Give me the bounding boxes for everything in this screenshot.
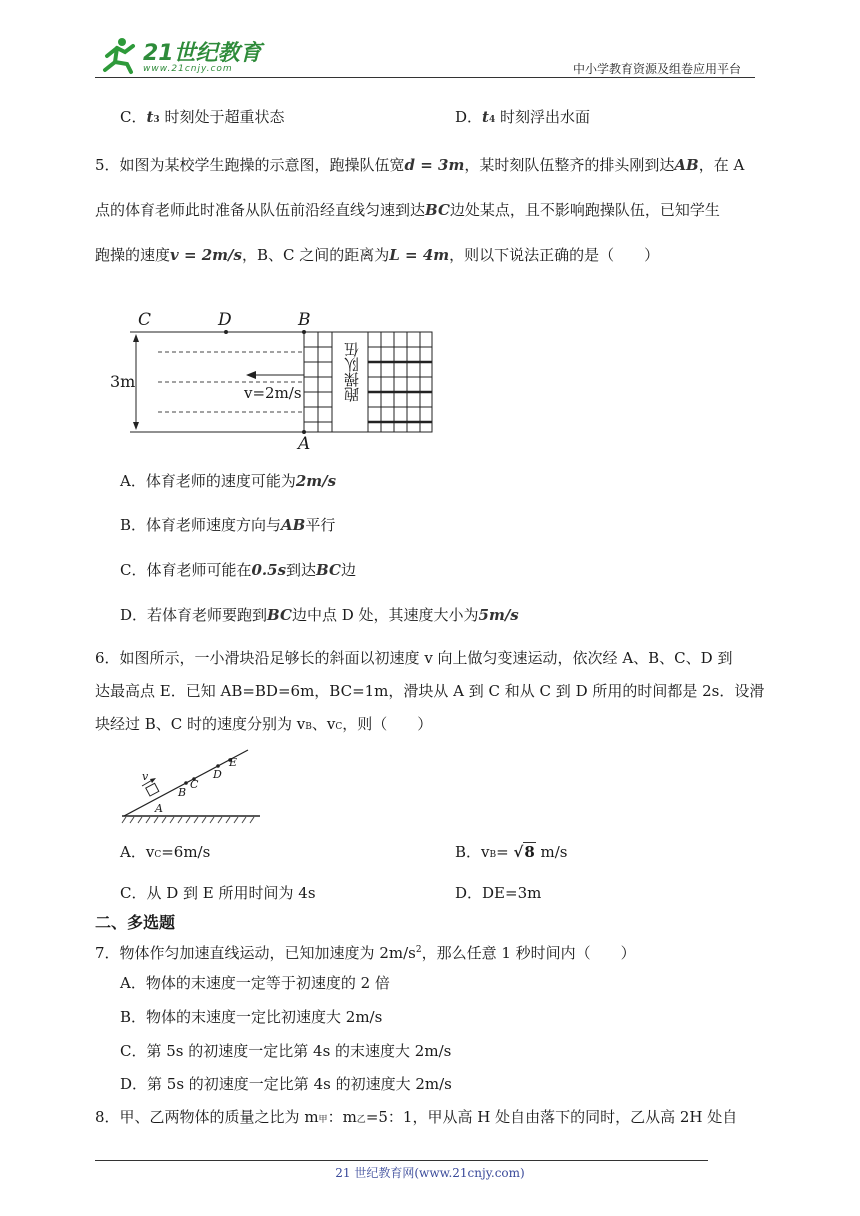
q8-stem: 8．甲、乙两物体的质量之比为 m甲：m乙=5：1，甲从高 H 处自由落下的同时，乙从高 2H 处自: [95, 1108, 738, 1126]
q6-option-d[interactable]: D．DE=3m: [455, 884, 542, 902]
fig5-team-label: 跑操队伍: [343, 342, 361, 402]
q5-figure: [110, 310, 438, 455]
fig5-velocity-label: v=2m/s: [244, 384, 302, 402]
q6-stem-line3: 块经过 B、C 时的速度分别为 vB、vC，则（ ）: [95, 715, 433, 733]
q5-stem-line3: 跑操的速度v = 2m/s，B、C 之间的距离为L = 4m，则以下说法正确的是（ ）: [95, 246, 660, 264]
header-platform-text: 中小学教育资源及组卷应用平台: [573, 62, 742, 76]
fig5-label-b: B: [298, 310, 311, 330]
footer-divider: [95, 1160, 708, 1161]
logo-title: 21世纪教育: [143, 41, 262, 66]
running-team-diagram: [118, 310, 438, 455]
q6-option-c[interactable]: C．从 D 到 E 所用时间为 4s: [120, 884, 316, 902]
fig5-label-a: A: [298, 434, 311, 454]
fig6-label-d: D: [213, 768, 222, 781]
q5-option-c[interactable]: C．体育老师可能在0.5s到达BC边: [120, 561, 356, 579]
q4-option-c[interactable]: C．t3 时刻处于超重状态: [120, 108, 285, 126]
q6-stem-line1: 6．如图所示，一小滑块沿足够长的斜面以初速度 v 向上做匀变速运动，依次经 A、B、C、D 到: [95, 649, 733, 667]
fig6-label-v: v: [142, 770, 149, 783]
q7-option-c[interactable]: C．第 5s 的初速度一定比第 4s 的末速度大 2m/s: [120, 1042, 452, 1060]
fig6-label-b: B: [178, 786, 187, 799]
fig5-label-c: C: [138, 310, 152, 330]
q4-option-d[interactable]: D．t4 时刻浮出水面: [455, 108, 591, 126]
logo-url: www.21cnjy.com: [143, 64, 233, 74]
sqrt-icon: √8: [513, 843, 535, 861]
fig6-label-c: C: [190, 778, 199, 791]
q5-option-d[interactable]: D．若体育老师要跑到BC边中点 D 处，其速度大小为5m/s: [120, 606, 519, 624]
section-title: 二、多选题: [95, 913, 176, 932]
fig5-width-label: 3m: [110, 372, 136, 391]
q6-option-a[interactable]: A．vC=6m/s: [120, 843, 211, 861]
header-logo: [95, 34, 265, 78]
fig6-label-a: A: [155, 802, 163, 815]
fig6-label-e: E: [229, 756, 238, 769]
q6-stem-line2: 达最高点 E．已知 AB=BD=6m，BC=1m，滑块从 A 到 C 和从 C 到 D 所用的时间都是 2s．设滑: [95, 682, 765, 700]
q6-figure: [120, 748, 270, 830]
q7-option-d[interactable]: D．第 5s 的初速度一定比第 4s 的初速度大 2m/s: [120, 1075, 452, 1093]
q7-stem: 7．物体作匀加速直线运动，已知加速度为 $2m/s^2$，那么任意 1 秒时间内（ ）: [95, 944, 636, 962]
q7-option-b[interactable]: B．物体的末速度一定比初速度大 2m/s: [120, 1008, 383, 1026]
q7-option-a[interactable]: A．物体的末速度一定等于初速度的 2 倍: [120, 974, 390, 992]
q5-option-a[interactable]: A．体育老师的速度可能为2m/s: [120, 472, 337, 490]
q5-stem-line2: 点的体育老师此时准备从队伍前沿经直线匀速到达BC边处某点，且不影响跑操队伍，已知学生: [95, 201, 720, 219]
fig5-label-d: D: [218, 310, 232, 330]
q5-option-b[interactable]: B．体育老师速度方向与AB平行: [120, 516, 336, 534]
q6-option-b[interactable]: B．vB= √8 m/s: [455, 843, 568, 861]
q5-stem-line1: 5．如图为某校学生跑操的示意图，跑操队伍宽d = 3m，某时刻队伍整齐的排头刚到达AB，在 A: [95, 156, 745, 174]
footer-text: 21 世纪教育网(www.21cnjy.com): [335, 1166, 525, 1180]
header-divider: [95, 77, 755, 78]
